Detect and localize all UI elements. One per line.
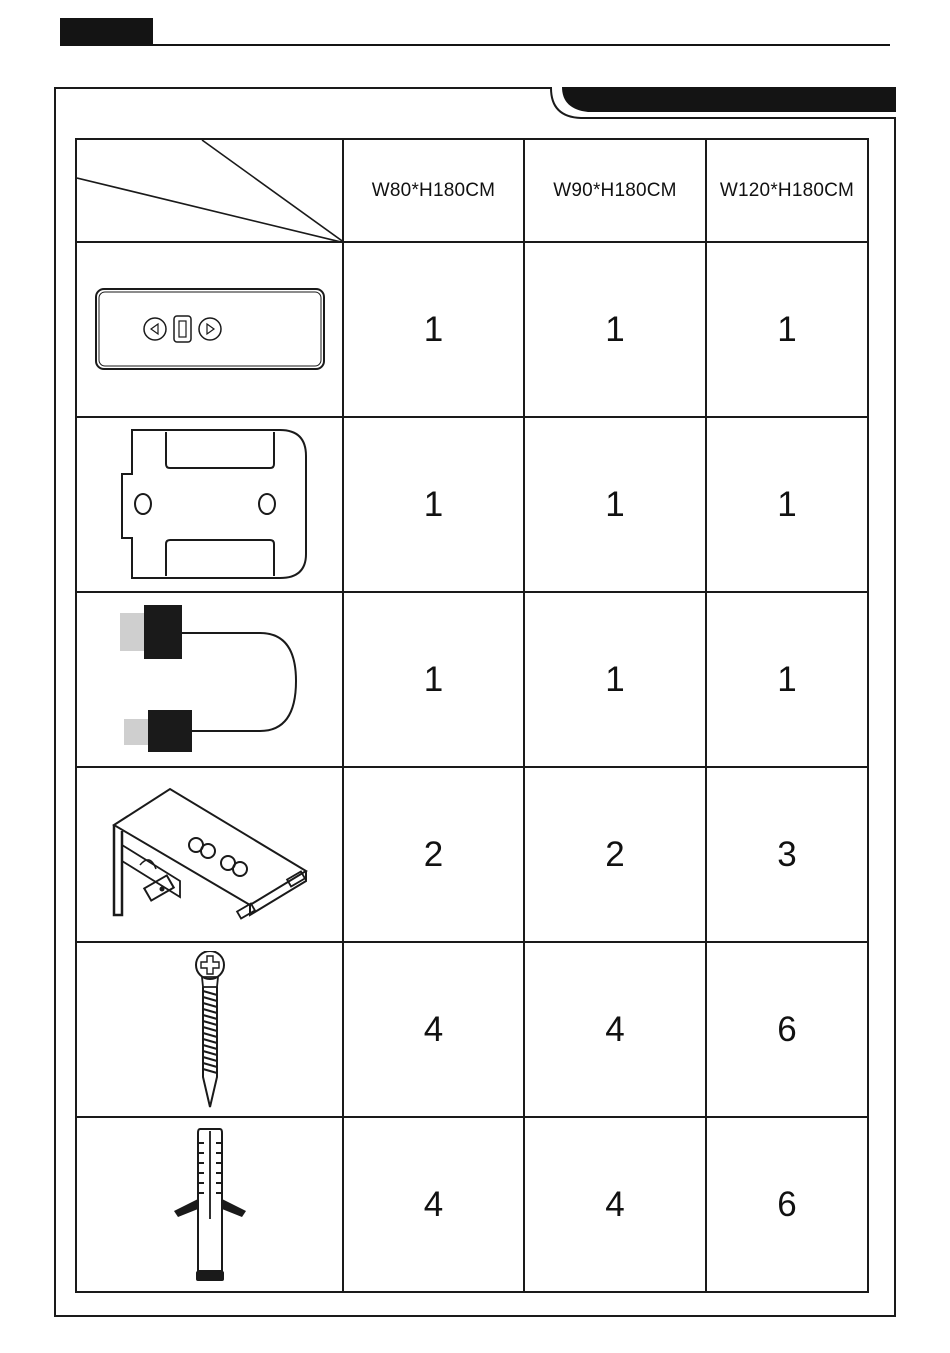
mounting-bracket-icon: [110, 785, 310, 925]
item-image-cell: [76, 942, 343, 1117]
wall-mount-plate-icon: [110, 428, 310, 582]
quantity-cell: 4: [343, 1117, 524, 1292]
quantity-cell: 1: [343, 417, 524, 592]
column-header-w80: W80*H180CM: [343, 139, 524, 242]
quantity-cell: 1: [524, 242, 706, 417]
item-image-cell: [76, 242, 343, 417]
table-row: [76, 592, 868, 767]
quantity-cell: 1: [706, 592, 868, 767]
table-row: [76, 242, 868, 417]
item-image-cell: [76, 767, 343, 942]
quantity-cell: 4: [524, 1117, 706, 1292]
diagonal-lines: [77, 140, 345, 243]
screw-icon: [180, 951, 240, 1109]
table-row: [76, 417, 868, 592]
quantity-cell: 4: [524, 942, 706, 1117]
section-tab: [562, 87, 896, 112]
header-rule: [60, 44, 890, 46]
header-block: [60, 18, 153, 46]
quantity-cell: 1: [343, 592, 524, 767]
cable-connector-icon: [110, 603, 310, 757]
item-image-cell: [76, 417, 343, 592]
quantity-cell: 2: [343, 767, 524, 942]
quantity-cell: 6: [706, 1117, 868, 1292]
item-image-cell: [76, 592, 343, 767]
remote-control-icon: [94, 287, 326, 373]
quantity-cell: 3: [706, 767, 868, 942]
column-header-w90: W90*H180CM: [524, 139, 706, 242]
quantity-cell: 1: [524, 417, 706, 592]
quantity-cell: 2: [524, 767, 706, 942]
quantity-cell: 6: [706, 942, 868, 1117]
table-row: [76, 767, 868, 942]
item-image-cell: [76, 1117, 343, 1292]
quantity-cell: 1: [343, 242, 524, 417]
quantity-cell: 1: [524, 592, 706, 767]
parts-table: [75, 138, 869, 1293]
table-row: [76, 942, 868, 1117]
quantity-cell: 1: [706, 417, 868, 592]
table-row: [76, 1117, 868, 1292]
wall-anchor-icon: [170, 1127, 250, 1283]
header-row: [76, 139, 868, 242]
column-header-w120: W120*H180CM: [706, 139, 868, 242]
quantity-cell: 1: [706, 242, 868, 417]
quantity-cell: 4: [343, 942, 524, 1117]
corner-cell: [76, 139, 343, 242]
